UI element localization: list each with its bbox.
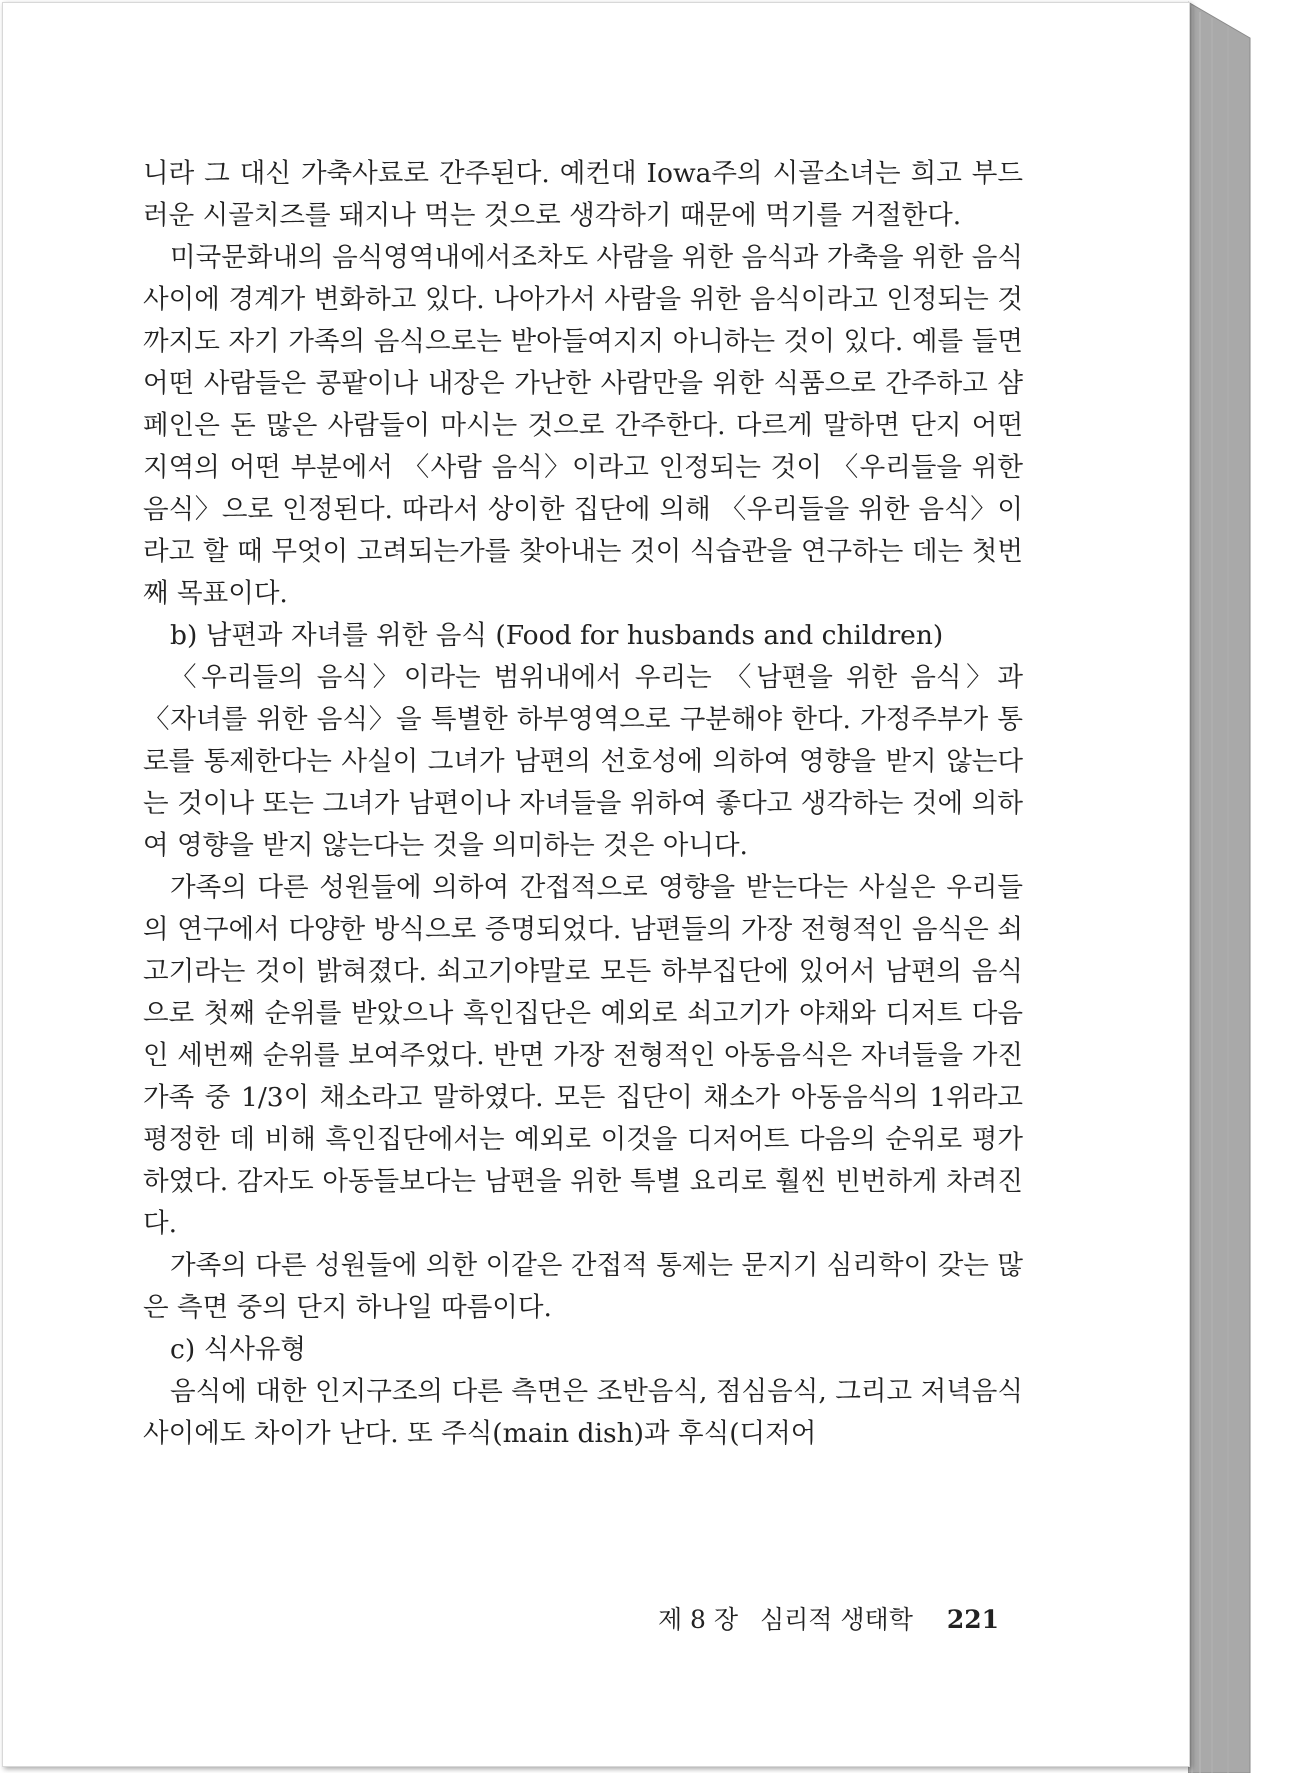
paragraph: 가족의 다른 성원들에 의한 이같은 간접적 통제는 문지기 심리학이 갖는 많은 측면 중의 단지 하나일 따름이다. bbox=[143, 1250, 1023, 1323]
paragraph: 음식에 대한 인지구조의 다른 측면은 조반음식, 점심음식, 그리고 저녁음식 사이에도 차이가 난다. 또 주식(main dish)과 후식(디저어 bbox=[143, 1376, 1023, 1449]
book-page-edges bbox=[1188, 0, 1292, 1773]
paragraph: 미국문화내의 음식영역내에서조차도 사람을 위한 음식과 가축을 위한 음식 사이에 경계가 변화하고 있다. 나아가서 사람을 위한 음식이라고 인정되는 것까지도 자기 가족의 음식으로는 받아들여지지 아니하는 것이 있다. 예를 들면 어떤 사람들은 콩팥이나 내장은 가난한 사람만을 위한 식품으로 간주하고 샴페인은 돈 많은 사람들이 마시는 것으로 간주한다. 다르게 말하면 단지 어떤 지역의 어떤 부분에서 〈사람 음식〉이라고 인정되는 것이 〈우리들을 위한 음식〉으로 인정된다. 따라서 상이한 집단에 의해 〈우리들을 위한 음식〉이라고 할 때 무엇이 고려되는가를 찾아내는 것이 식습관을 연구하는 데는 첫번째 목표이다. bbox=[143, 242, 1023, 609]
body-text bbox=[143, 153, 1023, 1455]
chapter-title: 심리적 생태학 bbox=[760, 1605, 913, 1634]
paragraph: 〈우리들의 음식〉이라는 범위내에서 우리는 〈남편을 위한 음식〉과 〈자녀를 위한 음식〉을 특별한 하부영역으로 구분해야 한다. 가정주부가 통로를 통제한다는 사실이 그녀가 남편의 선호성에 의하여 영향을 받지 않는다는 것이나 또는 그녀가 남편이나 자녀들을 위하여 좋다고 생각하는 것에 의하여 영향을 받지 않는다는 것을 의미하는 것은 아니다. bbox=[143, 662, 1023, 861]
page-number: 221 bbox=[946, 1605, 999, 1634]
paragraph: 니라 그 대신 가축사료로 간주된다. 예컨대 Iowa주의 시골소녀는 희고 부드러운 시골치즈를 돼지나 먹는 것으로 생각하기 때문에 먹기를 거절한다. bbox=[143, 158, 1023, 231]
chapter-label: 제 8 장 bbox=[657, 1605, 739, 1634]
running-footer bbox=[658, 1600, 999, 1636]
section-heading-b: b) 남편과 자녀를 위한 음식 (Food for husbands and children) bbox=[170, 620, 944, 651]
book-page bbox=[2, 2, 1190, 1767]
paragraph: 가족의 다른 성원들에 의하여 간접적으로 영향을 받는다는 사실은 우리들의 연구에서 다양한 방식으로 증명되었다. 남편들의 가장 전형적인 음식은 쇠고기라는 것이 밝혀졌다. 쇠고기야말로 모든 하부집단에 있어서 남편의 음식으로 첫째 순위를 받았으나 흑인집단은 예외로 쇠고기가 야채와 디저트 다음인 세번째 순위를 보여주었다. 반면 가장 전형적인 아동음식은 자녀들을 가진 가족 중 1/3이 채소라고 말하였다. 모든 집단이 채소가 아동음식의 1위라고 평정한 데 비해 흑인집단에서는 예외로 이것을 디저어트 다음의 순위로 평가하였다. 감자도 아동들보다는 남편을 위한 특별 요리로 훨씬 빈번하게 차려진다. bbox=[143, 872, 1023, 1239]
section-heading-c: c) 식사유형 bbox=[170, 1334, 306, 1365]
